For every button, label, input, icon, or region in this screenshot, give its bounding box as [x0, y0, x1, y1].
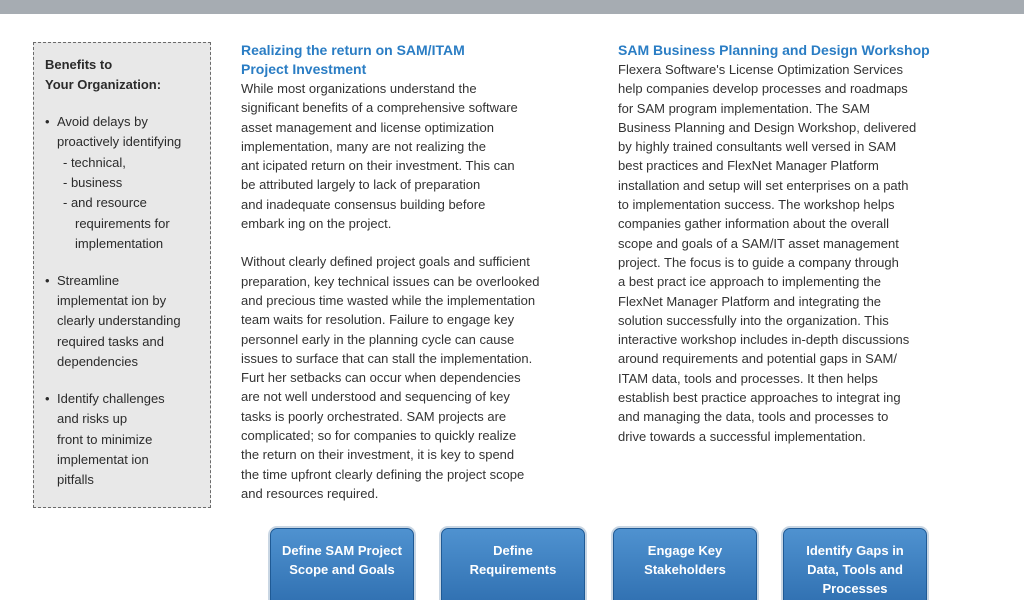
roi-paragraph-2: Without clearly defined project goals and sufficient preparation, key technical issues can be overlooked and precious time wasted while the implementation team waits for resolution. Failure to engage key personnel early in the planning cycle can cause issues to surface that can stall the implementation. Furt her setbacks can occur when dependencies are not well understood and sequencing of key tasks is poorly orchestrated. SAM projects are complicated; so for companies to quickly realize the return on their investment, it is key to spend the time upfront clearly defining the project scope and resources required. [241, 254, 540, 501]
benefit-item-streamline: • Streamline implementat ion by clearly understanding required tasks and dependencies [45, 272, 181, 370]
step-define-requirements: Define Requirements [441, 528, 585, 600]
top-banner [0, 0, 1024, 14]
step-identify-gaps: Identify Gaps in Data, Tools and Processes [783, 528, 927, 600]
roi-column [241, 41, 586, 503]
workshop-paragraph: Flexera Software's License Optimization Services help companies develop processes and roadmaps for SAM program implementation. The SAM Business Planning and Design Workshop, delivered by highly trained consultants well versed in SAM best practices and FlexNet Manager Platform installation and setup will set enterprises on a path to implementation success. The workshop helps companies gather information about the overall scope and goals of a SAM/IT asset management project. The focus is to guide a company through a best pract ice approach to implementing the FlexNet Manager Platform and integrating the solution successfully into the organization. This interactive workshop includes in-depth discussions around requirements and potential gaps in SAM/ ITAM data, tools and processes. It then helps establish best practice approaches to integrat ing and managing the data, tools and processes to drive towards a successful implementation. [618, 62, 917, 444]
bullet-dot: • [45, 272, 50, 288]
roi-heading: Realizing the return on SAM/ITAM Project Investment [241, 42, 465, 77]
process-steps [0, 528, 1024, 600]
benefit-item-avoid-delays: • Avoid delays by proactively identifying - technical, - business - and resource requirements for implementation [45, 113, 182, 252]
workshop-heading: SAM Business Planning and Design Workshop [618, 42, 930, 58]
workshop-column [618, 41, 978, 446]
bullet-dot: • [45, 113, 50, 129]
step-engage-stakeholders: Engage Key Stakeholders [613, 528, 757, 600]
benefit-item-identify-challenges: • Identify challenges and risks up front to minimize implementat ion pitfalls [45, 390, 165, 488]
sidebar-title: Benefits to Your Organization: [45, 57, 162, 93]
benefits-sidebar [33, 42, 211, 508]
roi-paragraph-1: While most organizations understand the significant benefits of a comprehensive software asset management and license optimization implementation, many are not realizing the ant icipated return on their investment. This can be attributed largely to lack of preparation and inadequate consensus building before embark ing on the project. [241, 81, 518, 232]
step-define-scope: Define SAM Project Scope and Goals [270, 528, 414, 600]
bullet-dot: • [45, 390, 50, 406]
